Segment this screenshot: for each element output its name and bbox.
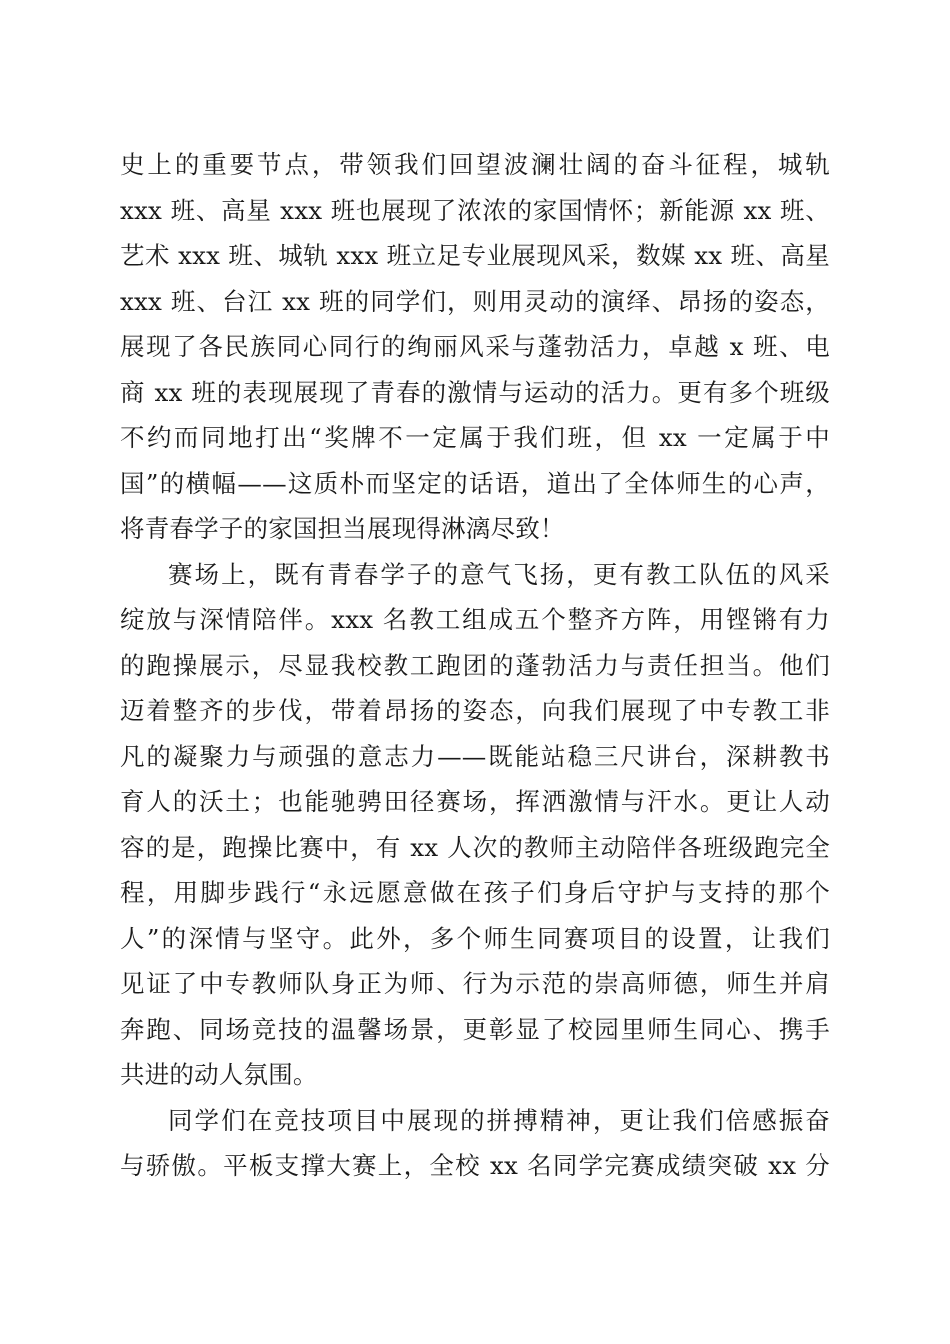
- text-line: 人”的深情与坚守。此外，多个师生同赛项目的设置，让我们: [120, 924, 830, 953]
- text-line: 与骄傲。平板支撑大赛上，全校 xx 名同学完赛成绩突破 xx 分: [120, 1151, 830, 1180]
- text-line: 不约而同地打出“奖牌不一定属于我们班，但 xx 一定属于中: [120, 423, 830, 452]
- text-line: 绽放与深情陪伴。xxx 名教工组成五个整齐方阵，用铿锵有力: [120, 605, 830, 634]
- text-line: xxx 班、台江 xx 班的同学们，则用灵动的演绎、昂扬的姿态，: [120, 287, 830, 316]
- text-line: xxx 班、高星 xxx 班也展现了浓浓的家国情怀；新能源 xx 班、: [120, 196, 830, 225]
- text-line: 的跑操展示，尽显我校教工跑团的蓬勃活力与责任担当。他们: [120, 651, 830, 680]
- text-line: 艺术 xxx 班、城轨 xxx 班立足专业展现风采，数媒 xx 班、高星: [120, 241, 830, 270]
- text-line: 容的是，跑操比赛中，有 xx 人次的教师主动陪伴各班级跑完全: [120, 833, 830, 862]
- text-line: 程，用脚步践行“永远愿意做在孩子们身后守护与支持的那个: [120, 878, 830, 907]
- paragraph-first-line: 同学们在竞技项目中展现的拼搏精神，更让我们倍感振奋: [168, 1106, 830, 1135]
- text-line: 商 xx 班的表现展现了青春的激情与运动的活力。更有多个班级: [120, 378, 830, 407]
- text-line: 凡的凝聚力与顽强的意志力——既能站稳三尺讲台，深耕教书: [120, 742, 830, 771]
- text-line: 见证了中专教师队身正为师、行为示范的崇高师德，师生并肩: [120, 969, 830, 998]
- paragraph-first-line: 赛场上，既有青春学子的意气飞扬，更有教工队伍的风采: [168, 560, 830, 589]
- text-line: 将青春学子的家国担当展现得淋漓尽致！: [120, 514, 565, 543]
- text-line: 共进的动人氛围。: [120, 1060, 318, 1089]
- text-line: 展现了各民族同心同行的绚丽风采与蓬勃活力，卓越 x 班、电: [120, 332, 830, 361]
- text-line: 奔跑、同场竞技的温馨场景，更彰显了校园里师生同心、携手: [120, 1015, 830, 1044]
- text-line: 迈着整齐的步伐，带着昂扬的姿态，向我们展现了中专教工非: [120, 696, 830, 725]
- text-line: 育人的沃土；也能驰骋田径赛场，挥洒激情与汗水。更让人动: [120, 787, 830, 816]
- text-line: 史上的重要节点，带领我们回望波澜壮阔的奋斗征程，城轨: [120, 150, 830, 179]
- text-line: 国”的横幅——这质朴而坚定的话语，道出了全体师生的心声，: [120, 469, 830, 498]
